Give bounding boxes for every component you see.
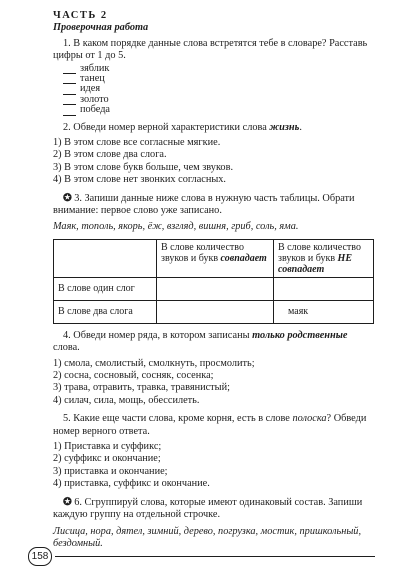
task1-row <box>63 105 373 115</box>
task6-question <box>53 497 373 522</box>
row-label: В слове один слог <box>54 277 157 300</box>
header-text: В слове количество звуков и букв <box>278 241 361 264</box>
task1-word-list <box>63 64 373 116</box>
task5-options <box>53 441 373 491</box>
task5-option[interactable]: 2) суффикс и окончание; <box>53 453 161 465</box>
task3-table <box>53 239 374 324</box>
task6-word-list: Лисица, нора, дятел, зимний, дерево, погрузка, мостик, пришкольный, бездомный. <box>53 525 362 549</box>
task1-question: 1. В каком порядке данные слова встретятся тебе в словаре? Расставь цифры от 1 до 5. <box>53 37 368 62</box>
task1-word: победа <box>80 104 111 116</box>
task4-option[interactable]: 4) силач, сила, мощь, обессилеть. <box>53 394 200 406</box>
answer-blank[interactable] <box>63 75 76 84</box>
task2-question <box>53 122 373 134</box>
row-label: В слове два слога <box>54 300 157 323</box>
answer-cell[interactable] <box>157 277 274 300</box>
part-heading: ЧАСТЬ 2 <box>53 10 108 21</box>
table-row <box>54 300 374 323</box>
task5-question-text: 5. Какие еще части слова, кроме корня, есть в слове <box>63 413 290 425</box>
task4-question-end: слова. <box>53 342 80 354</box>
task5-option[interactable]: 3) приставка и окончание; <box>53 465 168 477</box>
footer-rule <box>55 556 375 557</box>
task1-word: танец <box>80 73 105 84</box>
table-row <box>54 277 374 300</box>
task1-word: золото <box>80 93 109 105</box>
table-header-match <box>157 239 274 277</box>
header-emphasis: совпадает <box>220 252 267 264</box>
answer-blank[interactable] <box>63 107 76 116</box>
task2-option[interactable]: 1) В этом слове все согласные мягкие. <box>53 136 221 148</box>
table-header-row <box>54 239 374 277</box>
answer-cell[interactable] <box>157 300 274 323</box>
task1-word: идея <box>80 83 101 95</box>
task5-key-word: полоска <box>292 413 327 425</box>
task3-question <box>53 193 373 218</box>
header-text: В слове количество звуков и букв <box>161 241 244 264</box>
task3-question-text: 3. Запиши данные ниже слова в нужную часть таблицы. Обрати внимание: первое слово уже записано. <box>53 192 355 217</box>
task1-row <box>63 74 373 84</box>
star-icon: ✪ <box>63 496 72 508</box>
task4-option[interactable]: 2) сосна, сосновый, сосняк, сосенка; <box>53 370 214 382</box>
task2-options <box>53 137 373 187</box>
answer-blank[interactable] <box>63 86 76 95</box>
answer-blank[interactable] <box>63 96 76 105</box>
task2-option[interactable]: 3) В этом слове букв больше, чем звуков. <box>53 161 234 173</box>
task4-emphasis: только родственные <box>252 329 348 341</box>
task1-row <box>63 84 373 94</box>
task2-question-text: 2. Обведи номер верной характеристики слова <box>63 121 267 133</box>
task5-question-end: ? Обведи номер верного ответа. <box>53 413 367 437</box>
task5-option[interactable]: 1) Приставка и суффикс; <box>53 441 162 453</box>
task5-option[interactable]: 4) приставка, суффикс и окончание. <box>53 478 210 490</box>
task4-question <box>53 330 373 355</box>
task2-option[interactable]: 2) В этом слове два слога. <box>53 149 167 161</box>
task1-word: зяблик <box>80 62 110 74</box>
header-emphasis: НЕ совпадает <box>278 252 352 275</box>
workbook-page <box>53 10 373 550</box>
task4-option[interactable]: 1) смола, смолистый, смолкнуть, просмолить; <box>53 357 255 369</box>
task4-option[interactable]: 3) трава, отравить, травка, травянистый; <box>53 382 230 394</box>
answer-blank[interactable] <box>63 65 76 74</box>
task3-word-list: Маяк, тополь, якорь, ёж, взгляд, вишня, гриб, соль, яма. <box>53 221 299 233</box>
answer-cell[interactable] <box>274 277 374 300</box>
table-header-nomatch <box>274 239 374 277</box>
task4-options <box>53 358 373 408</box>
task2-option[interactable]: 4) В этом слове нет звонких согласных. <box>53 174 226 186</box>
task4-question-text: 4. Обведи номер ряда, в котором записаны <box>63 329 250 341</box>
task2-question-end: . <box>299 121 302 133</box>
task1-row <box>63 64 373 74</box>
task2-key-word: жизнь <box>269 121 300 133</box>
table-corner-cell <box>54 239 157 277</box>
task5-question <box>53 413 373 438</box>
answer-cell[interactable]: маяк <box>274 300 374 323</box>
task6-question-text: 6. Сгруппируй слова, которые имеют одинаковый состав. Запиши каждую группу на отдельной строчке. <box>53 496 363 521</box>
star-icon: ✪ <box>63 192 72 204</box>
section-subtitle: Проверочная работа <box>53 22 149 34</box>
page-number-badge: 158 <box>28 547 52 566</box>
